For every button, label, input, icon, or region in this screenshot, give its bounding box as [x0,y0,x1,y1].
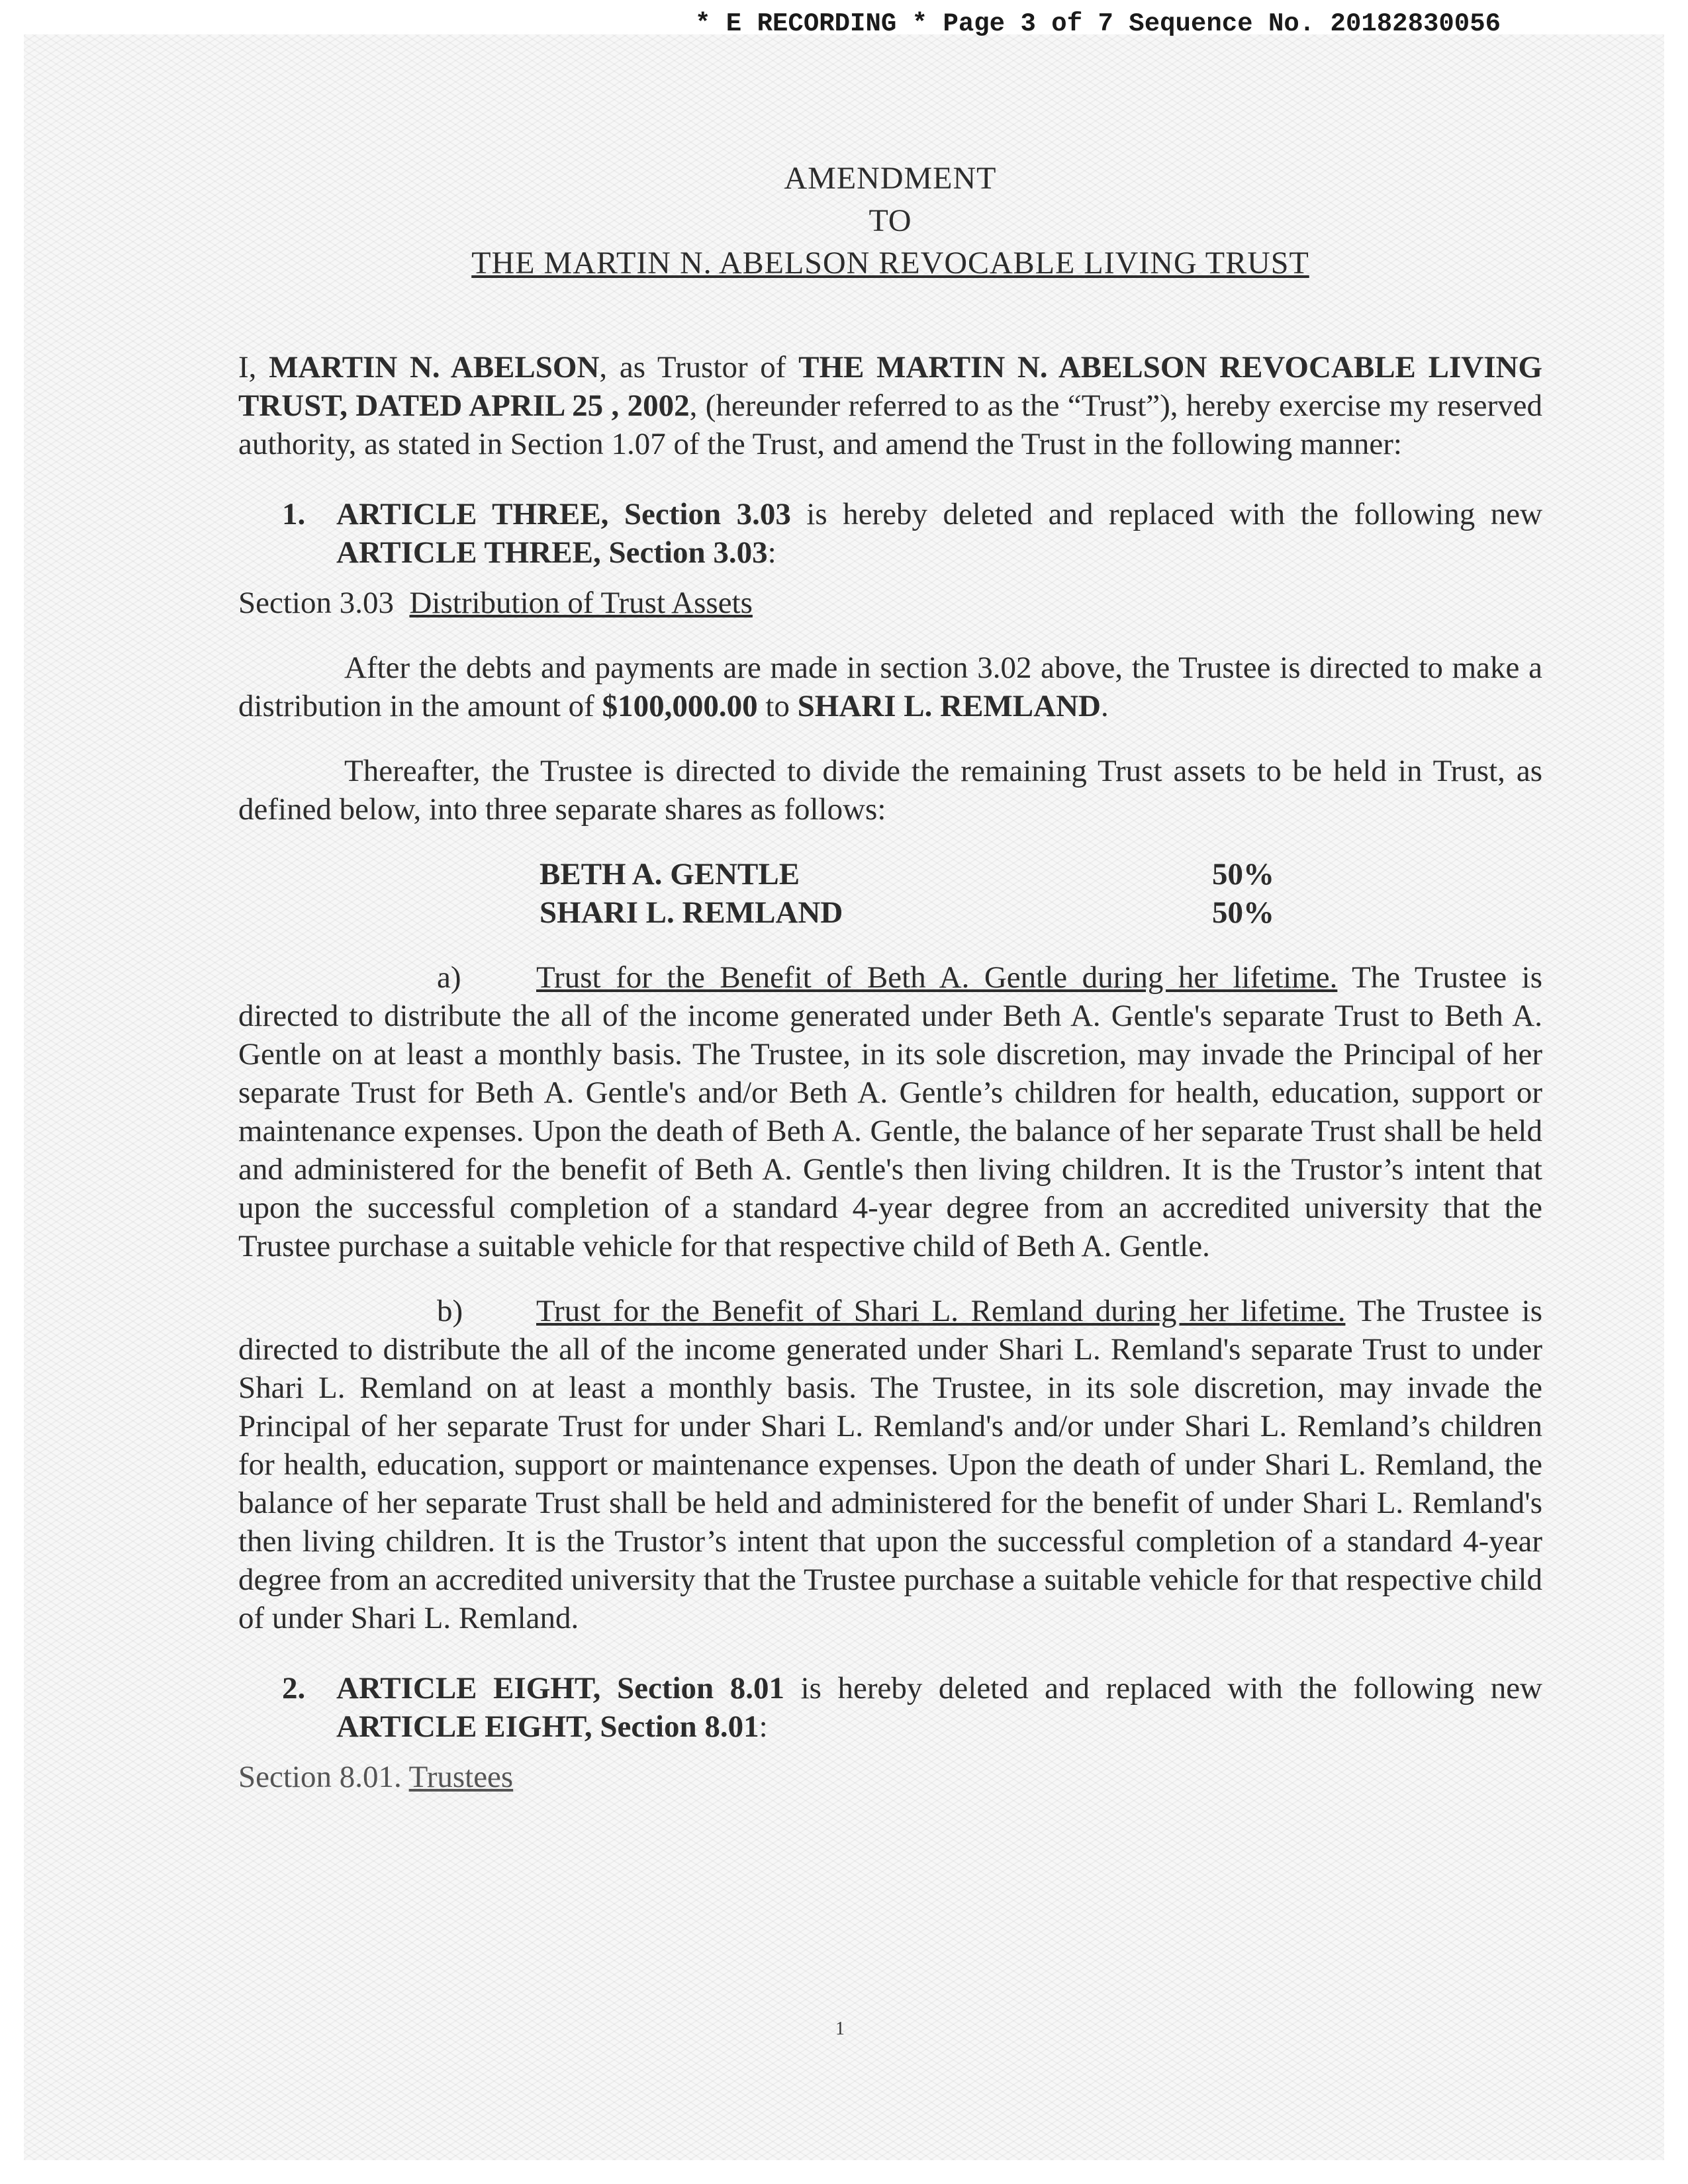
sub-heading: Trust for the Benefit of Beth A. Gentle during her lifetime. [536,960,1338,995]
share-beneficiary: SHARI L. REMLAND [539,895,843,930]
item-text: is hereby deleted and replaced with the following new [784,1671,1543,1706]
paragraph-text: . [1100,689,1109,723]
title-to: TO [868,203,912,238]
article-reference: ARTICLE EIGHT, Section 8.01 [336,1709,759,1744]
section-801-heading [238,1758,1542,1796]
trust-name: THE MARTIN N. ABELSON REVOCABLE LIVING TRUST, DATED APRIL 25 , 2002 [238,350,1542,423]
intro-text-2: , as Trustor of [599,350,799,385]
item-text: is hereby deleted and replaced with the following new [790,497,1543,531]
trustor-name: MARTIN N. ABELSON [269,350,600,385]
title-trust-name [238,242,1542,285]
distribution-paragraph [238,649,1542,725]
paragraph-text: to [757,689,798,723]
intro-paragraph [238,348,1542,463]
amendment-item-1 [238,495,1542,572]
section-title: Distribution of Trust Assets [409,586,753,620]
item-text: : [759,1709,768,1744]
paragraph-text: After the debts and payments are made in section 3.02 above, the Trustee is directed to make a distribution in the amount of [238,651,1542,723]
share-percent: 50% [1212,857,1274,891]
distribution-amount: $100,000.00 [602,689,758,723]
item-number: 1. [282,497,306,531]
intro-text-3: , (hereunder referred to as the “Trust”), hereby exercise my reserved authority, as stated in Section 1.07 of the Trust, and amend the Trust in the following manner: [238,388,1542,461]
article-reference: ARTICLE EIGHT, Section 8.01 [336,1671,785,1706]
title-trust-name-text: THE MARTIN N. ABELSON REVOCABLE LIVING TRUST [471,246,1309,281]
sub-text: The Trustee is directed to distribute the all of the income generated under Beth A. Gentle's separate Trust to Beth A. Gentle on at least a monthly basis. The Trustee, in its sole discretion, may invade the Principal of her separate Trust for Beth A. Gentle's and/or Beth A. Gentle’s children for health, education, support or maintenance expenses. Upon the death of Beth A. Gentle, the balance of her separate Trust shall be held and administered for the benefit of Beth A. Gentle's then living children. It is the Trustor’s intent that upon the successful completion of a standard 4-year degree from an accredited university that the Trustee purchase a suitable vehicle for that respective child of Beth A. Gentle. [238,960,1542,1263]
shares-table [539,855,1274,932]
share-percent: 50% [1212,895,1274,930]
item-text: : [767,535,776,570]
section-303-heading [238,584,1542,622]
page-number: 1 [835,2019,845,2039]
amendment-item-2 [238,1669,1542,1746]
section-label: Section 3.03 [238,586,394,620]
division-paragraph: Thereafter, the Trustee is directed to divide the remaining Trust assets to be held in Trust, as defined below, into three separate shares as follows: [238,754,1542,827]
section-title: Trustees [408,1760,514,1794]
article-reference: ARTICLE THREE, Section 3.03 [336,497,791,531]
recording-stamp: * E RECORDING * Page 3 of 7 Sequence No. 20182830056 [695,9,1501,38]
section-label: Section 8.01. [238,1760,409,1794]
beneficiary-name: SHARI L. REMLAND [797,689,1101,723]
share-beneficiary: BETH A. GENTLE [539,857,800,891]
share-row [539,893,1274,932]
sub-paragraph-b [238,1292,1542,1637]
sub-paragraph-a [238,958,1542,1265]
sub-heading: Trust for the Benefit of Shari L. Remland during her lifetime. [536,1294,1346,1328]
share-row [539,855,1274,893]
sub-label: a) [437,960,461,995]
title-amendment: AMENDMENT [784,161,997,196]
sub-label: b) [437,1294,463,1328]
document-body [238,158,1542,1796]
article-reference: ARTICLE THREE, Section 3.03 [336,535,768,570]
item-number: 2. [282,1671,306,1706]
sub-text: The Trustee is directed to distribute the all of the income generated under Shari L. Remland's separate Trust to under Shari L. Remland on at least a monthly basis. The Trustee, in its sole discretion, may invade the Principal of her separate Trust for under Shari L. Remland's and/or under Shari L. Remland’s children for health, education, support or maintenance expenses. Upon the death of under Shari L. Remland, the balance of her separate Trust shall be held and administered for the benefit of under Shari L. Remland's then living children. It is the Trustor’s intent that upon the successful completion of a standard 4-year degree from an accredited university that the Trustee purchase a suitable vehicle for that respective child of under Shari L. Remland. [238,1294,1543,1635]
intro-text-1: I, [238,350,269,385]
